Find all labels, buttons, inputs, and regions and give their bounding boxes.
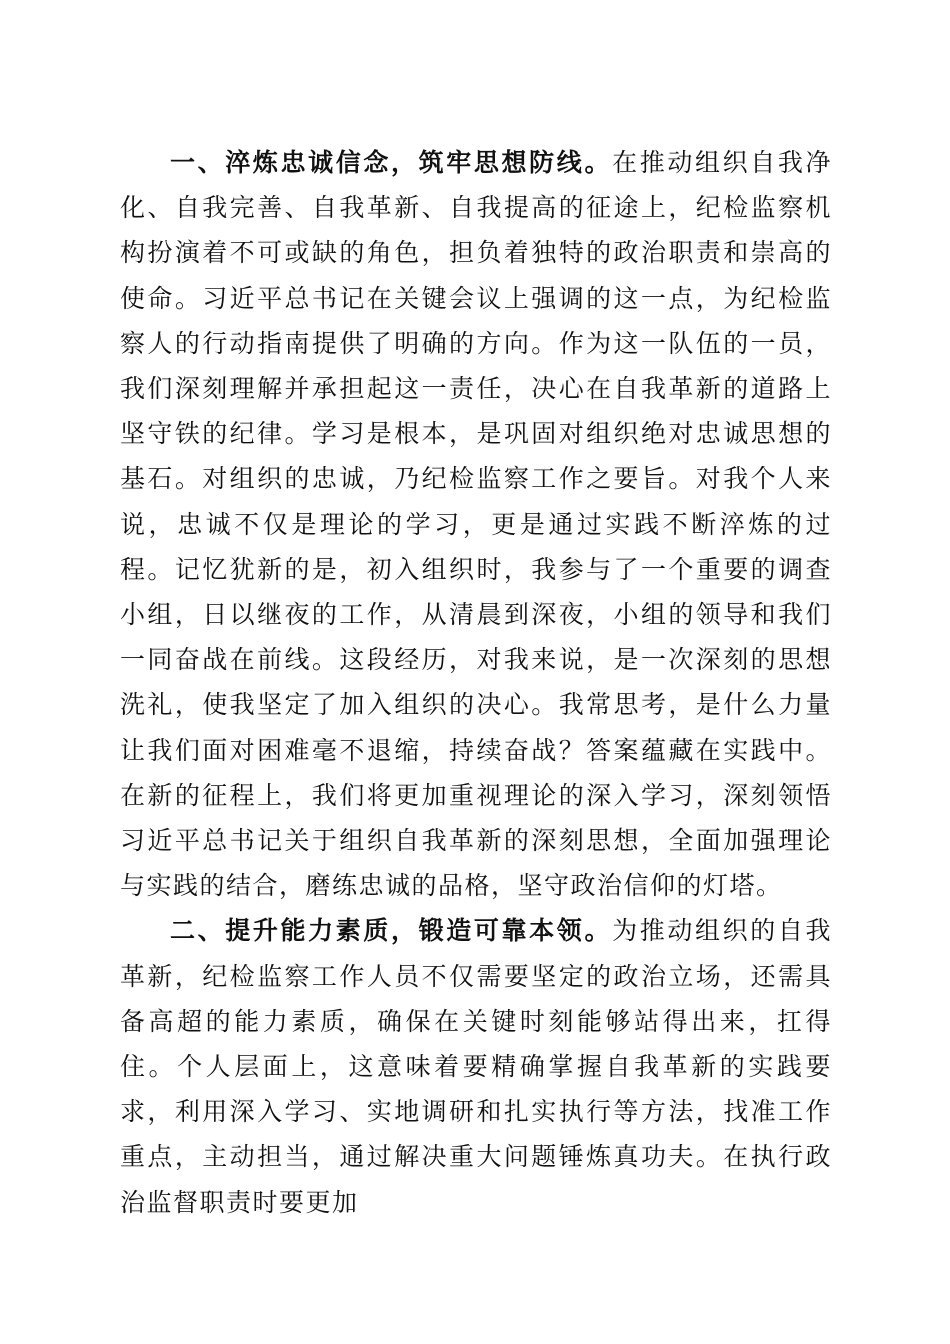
- section-heading-ability: 二、提升能力素质，锻造可靠本领。: [170, 916, 613, 946]
- paragraph-body-ability: 为推动组织的自我革新，纪检监察工作人员不仅需要坚定的政治立场，还需具备高超的能力素质，确保在关键时刻能够站得出来，扛得住。个人层面上，这意味着要精确掌握自我革新的实践要求，利用深入学习、实地调研和扎实执行等方法，找准工作重点，主动担当，通过解决重大问题锤炼真功夫。在执行政治监督职责时要更加: [120, 916, 832, 1217]
- section-heading-loyalty: 一、淬炼忠诚信念，筑牢思想防线。: [170, 148, 613, 177]
- paragraph-loyalty: [120, 140, 832, 908]
- document-page: [120, 140, 832, 1225]
- paragraph-ability: [120, 908, 832, 1224]
- paragraph-body-loyalty: 在推动组织自我净化、自我完善、自我革新、自我提高的征途上，纪检监察机构扮演着不可或缺的角色，担负着独特的政治职责和崇高的使命。习近平总书记在关键会议上强调的这一点，为纪检监察人的行动指南提供了明确的方向。作为这一队伍的一员，我们深刻理解并承担起这一责任，决心在自我革新的道路上坚守铁的纪律。学习是根本，是巩固对组织绝对忠诚思想的基石。对组织的忠诚，乃纪检监察工作之要旨。对我个人来说，忠诚不仅是理论的学习，更是通过实践不断淬炼的过程。记忆犹新的是，初入组织时，我参与了一个重要的调查小组，日以继夜的工作，从清晨到深夜，小组的领导和我们一同奋战在前线。这段经历，对我来说，是一次深刻的思想洗礼，使我坚定了加入组织的决心。我常思考，是什么力量让我们面对困难毫不退缩，持续奋战？答案蕴藏在实践中。在新的征程上，我们将更加重视理论的深入学习，深刻领悟习近平总书记关于组织自我革新的深刻思想，全面加强理论与实践的结合，磨练忠诚的品格，坚守政治信仰的灯塔。: [120, 148, 832, 901]
